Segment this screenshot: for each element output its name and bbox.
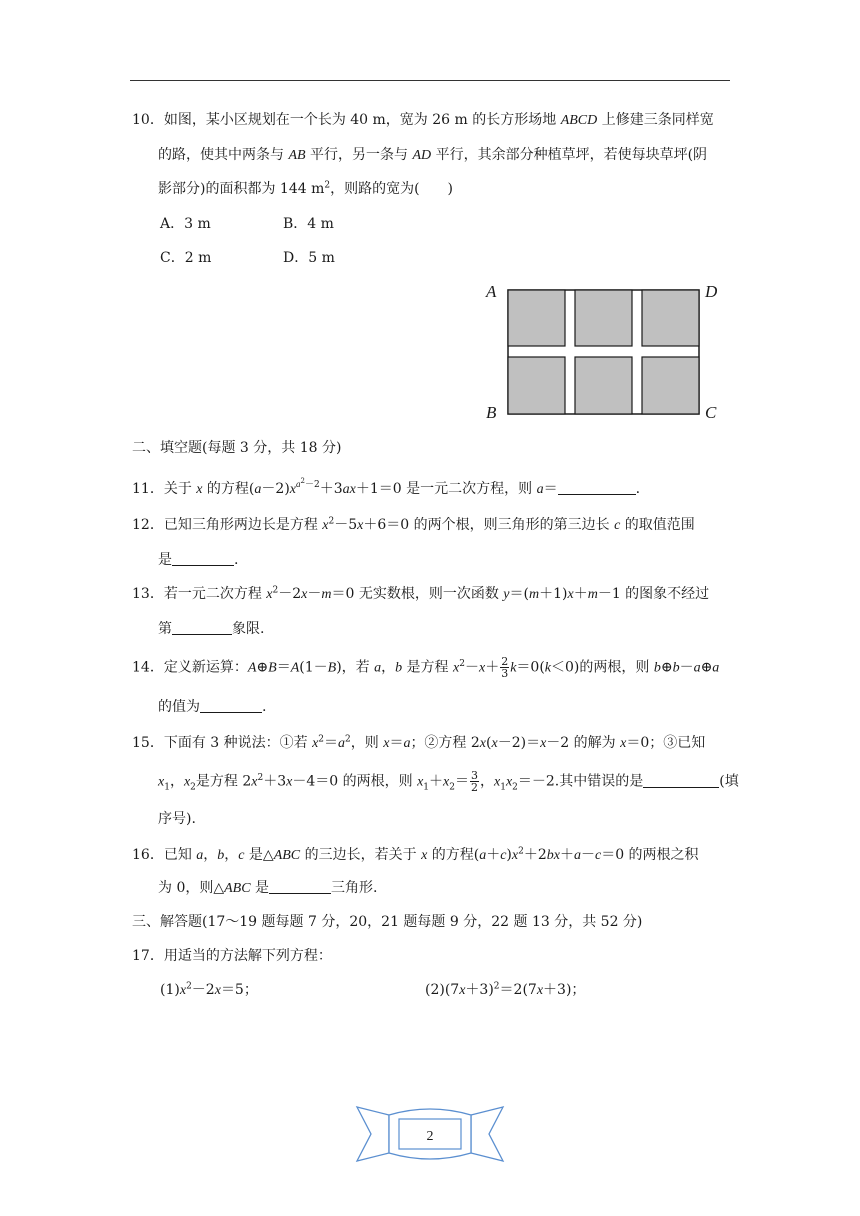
lawn-1 (508, 290, 565, 346)
section2-heading: 二、填空题(每题 3 分，共 18 分) (132, 440, 342, 456)
section3-heading: 三、解答题(17～19 题每题 7 分，20，21 题每题 9 分，22 题 13 分，共 52 分) (132, 914, 643, 930)
q17-part1: $(1)x^2-2x=5$； (160, 981, 258, 998)
page-number: 2 (426, 1129, 434, 1144)
header-rule (130, 80, 730, 81)
vertex-label-d: D (705, 282, 718, 301)
vertex-label-c: C (705, 403, 717, 422)
q17-part2: $(2)(7x+3)^2=2(7x+3)$； (425, 981, 586, 998)
lawn-6 (642, 357, 699, 414)
q12-line1: 12．已知三角形两边长是方程 $x^2-5x+6=0$ 的两个根，则三角形的第三边长 c 的取值范围 (132, 516, 695, 533)
lawn-5 (575, 357, 632, 414)
vertex-label-b: B (486, 403, 497, 422)
q10-option-a: A．3 m (160, 216, 211, 232)
q10-line1: 10．如图，某小区规划在一个长为 40 m，宽为 26 m 的长方形场地 ABCD 上修建三条同样宽 (132, 112, 714, 128)
q10-option-c: C．2 m (160, 250, 212, 266)
q13-line1: 13．若一元二次方程 $x^2-2x-m=0$ 无实数根，则一次函数 y＝(m＋1)x＋m－1 的图象不经过 (132, 585, 710, 602)
q15-line3: 序号). (158, 811, 196, 827)
q10-option-b: B．4 m (283, 216, 334, 232)
q16-line1: 16．已知 a，b，c 是△ABC 的三边长，若关于 x 的方程$(a+c)x^2+2bx+a-c=0$ 的两根之积 (132, 846, 699, 863)
vertex-label-a: A (486, 282, 497, 301)
q10-line2: 的路，使其中两条与 AB 平行，另一条与 AD 平行，其余部分种植草坪，若使每块草坪(阴 (158, 147, 708, 163)
q16-line2: 为 0，则△ABC 是 三角形. (158, 880, 378, 896)
q10-line3: 影部分)的面积都为 144 $m^2$，则路的宽为( ) (158, 180, 454, 197)
q11: 11．关于 x 的方程$(a-2)x^{a^2-2}+3ax+1=0$ 是一元二次方程，则 a＝ . (132, 477, 641, 497)
q14-line1: 14．定义新运算：A⊕B＝A(1－B)，若 a，b 是方程 $x^2-x+$ $\frac{2}{3}$ k＝0(k＜0)的两根，则 b⊕b－a⊕a (132, 655, 720, 680)
q15-line2: $x_1$，$x_2$是方程 $2x^2+3x-4=0$ 的两根，则 $x_1+x_2=$ $\frac{3}{2}$ ，$x_1x_2=-2$.其中错误的是 (填 (158, 769, 739, 794)
lawn-2 (575, 290, 632, 346)
q14-line2: 的值为 . (158, 699, 267, 715)
q12-line2: 是 . (158, 552, 239, 568)
q10-figure (480, 278, 730, 426)
q15-line1: 15．下面有 3 种说法：①若 $x^2=a^2$，则 x＝a；②方程 2x(x－2)＝x－2 的解为 x＝0；③已知 (132, 734, 706, 751)
q10-option-d: D．5 m (283, 250, 335, 266)
q13-line2: 第 象限. (158, 621, 265, 637)
lawn-3 (642, 290, 699, 346)
lawn-4 (508, 357, 565, 414)
page-number-ribbon (355, 1103, 505, 1167)
q17-stem: 17．用适当的方法解下列方程： (132, 948, 332, 964)
